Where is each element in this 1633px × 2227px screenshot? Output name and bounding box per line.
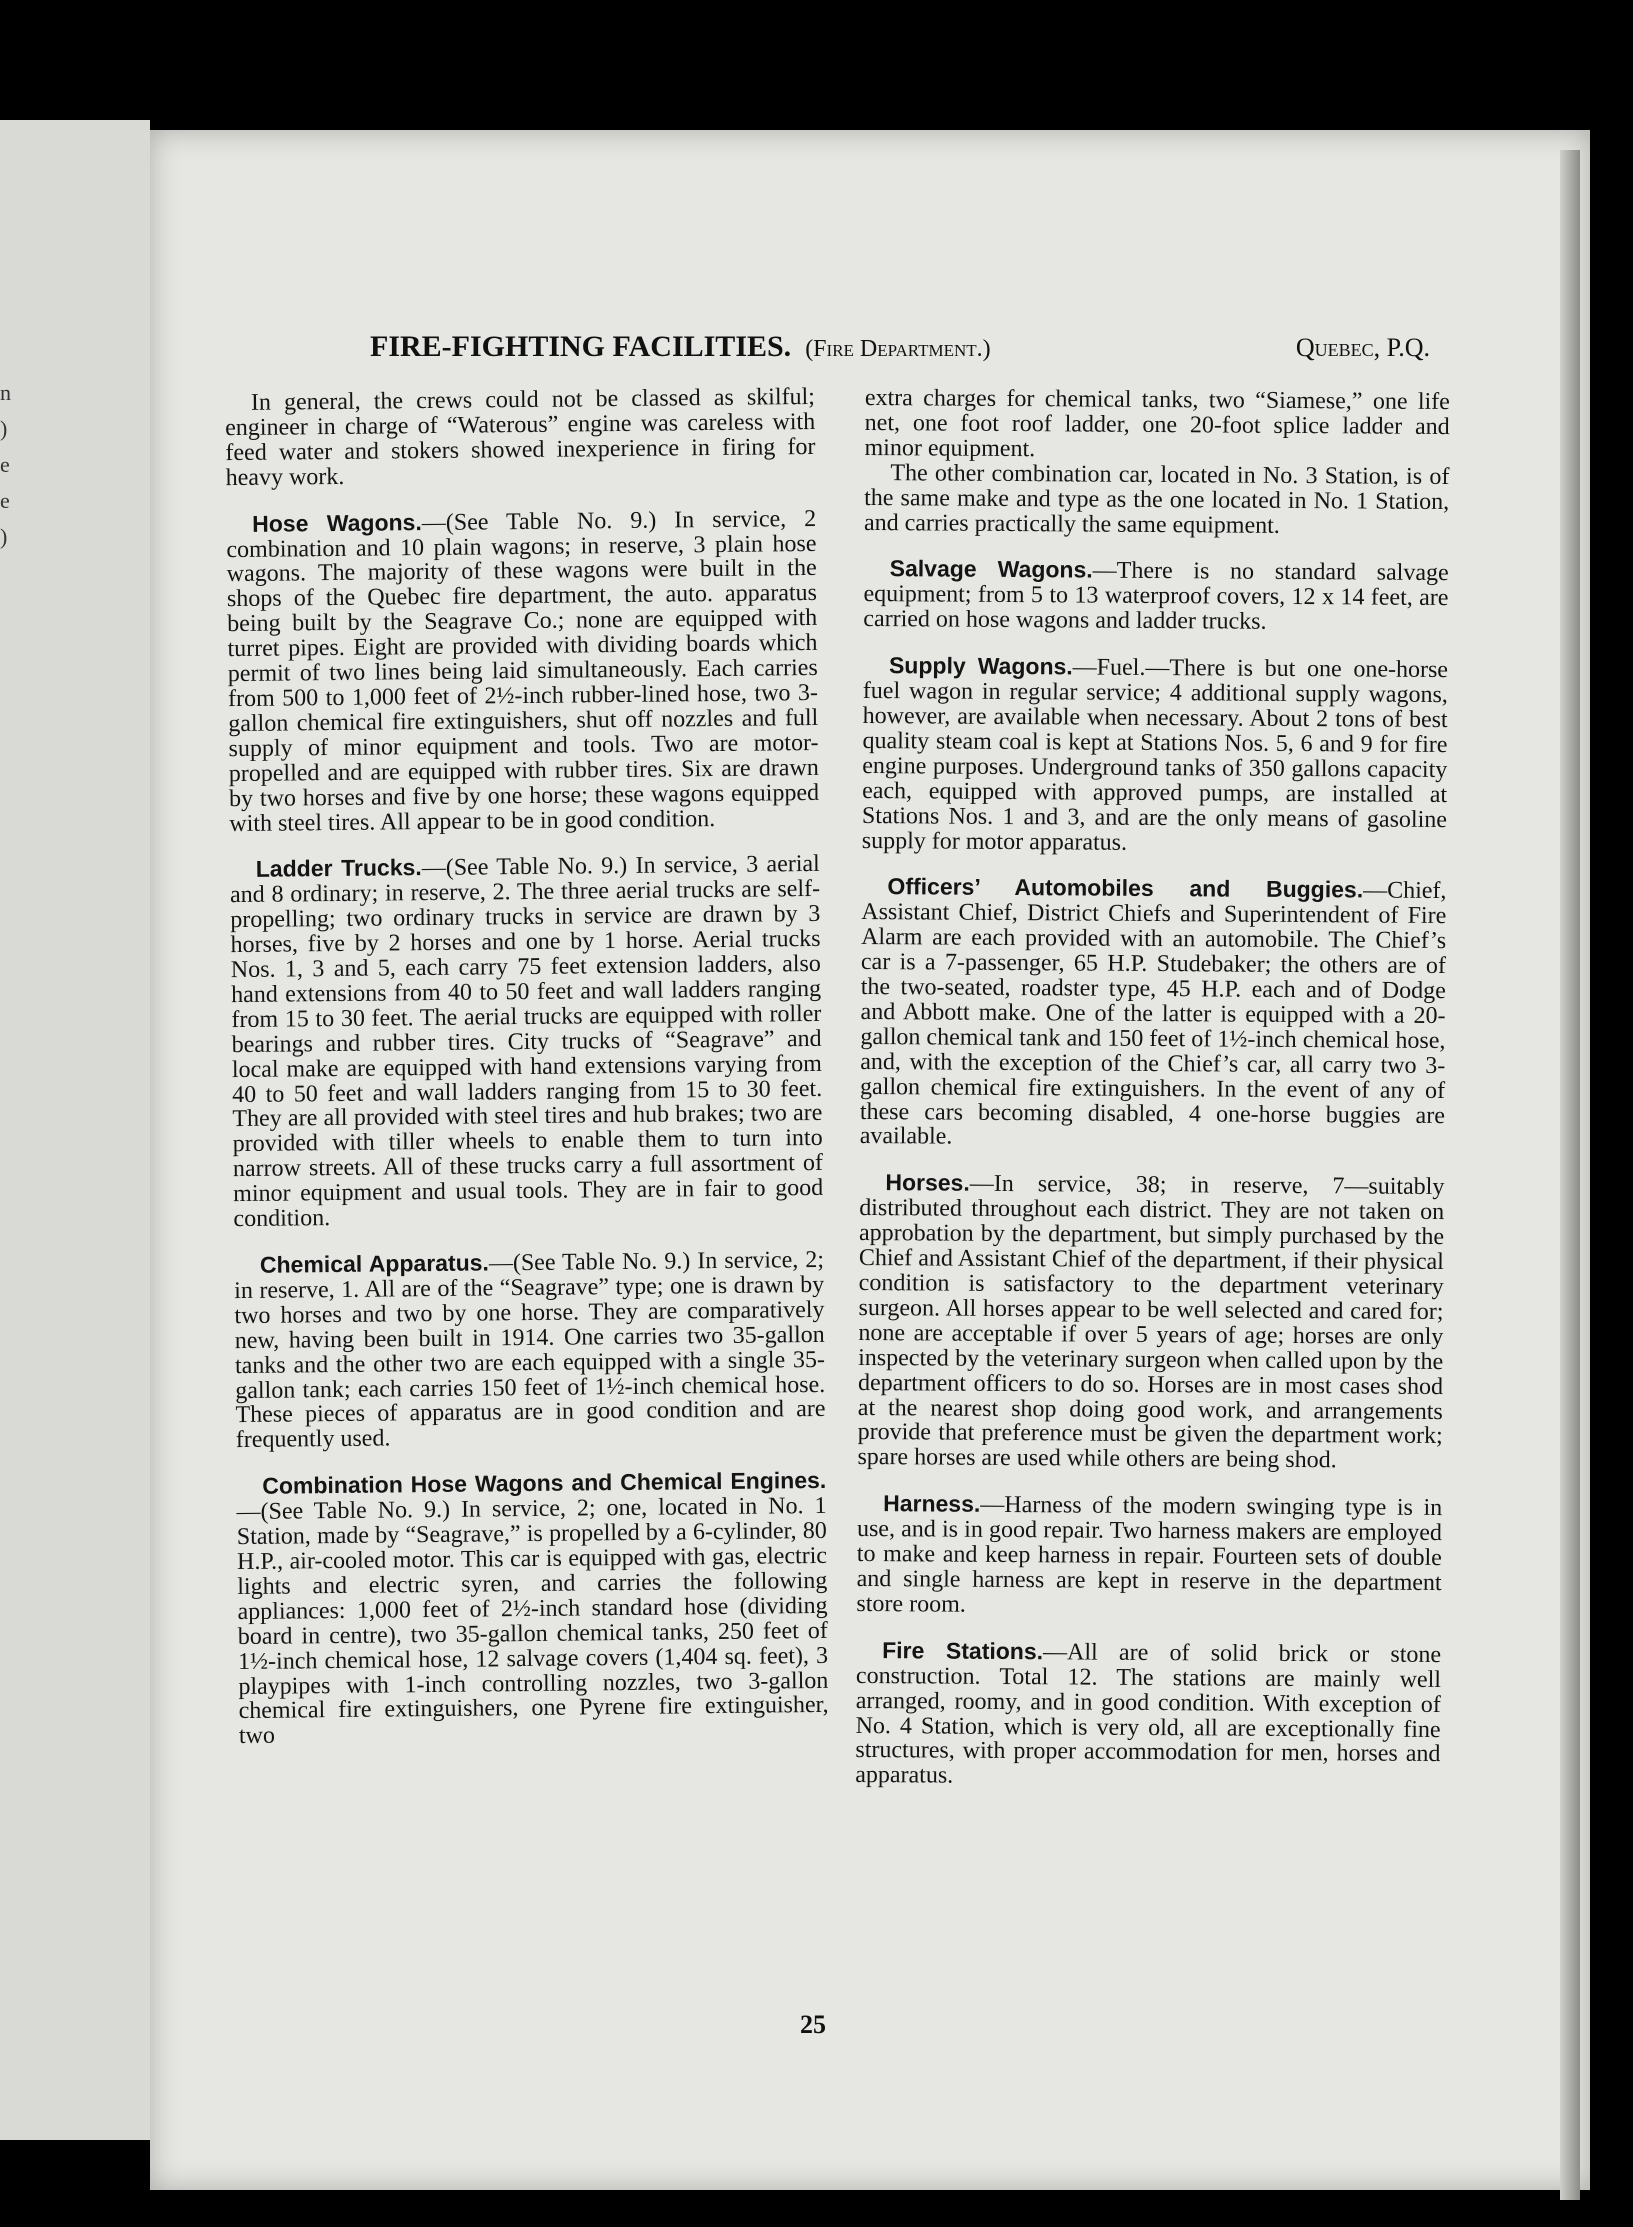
paragraph-text: —(See Table No. 9.) In service, 2; one, located in No. 1 Station, made by “Seagrave,” is propelled by a 6-cylinder, 80 H.P., air-cooled motor. This car is equipped with gas, electric lights and electric syren, and carries the following appliances: 1,000 feet of 2½-inch standard hose (dividing board in centre), two 35-gallon chemical tanks, 250 feet of 1½-inch chemical hose, 12 salvage covers (1,404 sq. feet), 3 playpipes with 1-inch controlling nozzles, two 3-gallon chemical fire extinguishers, one Pyrene fire extinguisher, two xyxy=(236,1493,829,1750)
paragraph-text: —In service, 38; in reserve, 7—suitably distributed throughout each district. They are not taken on approbation by the department, but simply purchased by the Chief and Assistant Chief of the department, if their physical condition is satisfactory to the department veterinary surgeon. All horses appear to be well selected and cared for; none are acceptable if over 5 years of age; horses are only inspected by the veterinary surgeon when called upon by the department officers to do so. Horses are in most cases shod at the nearest shop doing good work, and arrangements provide that preference must be given the department work; spare horses are used while others are being shod. xyxy=(857,1171,1445,1474)
paragraph-text: —(See Table No. 9.) In service, 2; in reserve, 1. All are of the “Seagrave” type; one is drawn by two horses and two by one horse. They are comparatively new, having been built in 1914. One carries two 35-gallon tanks and the other two are each equipped with a single 35-gallon tank; each carries 150 feet of 1½-inch chemical hose. These pieces of apparatus are in good condition and are frequently used. xyxy=(234,1246,826,1454)
right-column xyxy=(855,386,1450,1813)
facing-page-edge xyxy=(0,120,150,2140)
paragraph xyxy=(864,461,1450,540)
paragraph-text: —Harness of the modern swinging type is in use, and is in good repair. Two harness makers are employed to make and keep harness in repair. Fourteen sets of double and single harness are kept in reserve in the department store room. xyxy=(856,1492,1443,1618)
paragraph-text: —(See Table No. 9.) In service, 3 aerial and 8 ordinary; in reserve, 2. The three aerial trucks are self-propelling; two ordinary trucks in service are drawn by 3 horses, five by 2 horses and one by 1 horse. Aerial trucks Nos. 1, 3 and 5, each carry 75 feet extension ladders, also hand extensions from 40 to 50 feet and wall ladders ranging from 15 to 30 feet. The aerial trucks are equipped with roller bearings and rubber tires. City trucks of “Seagrave” and local make are equipped with hand extensions varying from 40 to 50 feet and wall ladders ranging from 15 to 30 feet. They are all provided with steel tires and hub brakes; two are provided with tiller wheels to enable them to turn into narrow streets. All of these trucks carry a full assortment of minor equipment and usual tools. They are in fair to good condition. xyxy=(229,851,824,1233)
paragraph xyxy=(234,1247,826,1453)
paragraph-text: The other combination car, located in No. 3 Station, is of the same make and type as the one located in No. 1 Station, and carries practically the same equipment. xyxy=(863,459,1450,539)
header-location: Quebec, P.Q. xyxy=(1295,333,1430,362)
running-header xyxy=(370,330,1430,364)
paragraph-text: extra charges for chemical tanks, two “Siamese,” one life net, one foot roof ladder, one 20-foot splice ladder and minor equipment. xyxy=(864,384,1450,462)
section-heading: Hose Wagons. xyxy=(252,508,422,537)
header-title: FIRE-FIGHTING FACILITIES. xyxy=(370,330,792,363)
page-edge-shadow xyxy=(1560,150,1580,2200)
paragraph xyxy=(226,506,819,837)
paragraph xyxy=(863,556,1449,636)
paragraph xyxy=(856,1491,1442,1621)
paragraph-text: —There is no standard salvage equipment; from 5 to 13 waterproof covers, 12 x 14 feet, are carried on hose wagons and ladder trucks. xyxy=(863,558,1449,636)
section-heading: Supply Wagons. xyxy=(888,652,1073,680)
paragraph-text: —(See Table No. 9.) In service, 2 combination and 10 plain wagons; in reserve, 3 plain hose wagons. The majority of these wagons were built in the shops of the Quebec fire department, the auto. apparatus being built by the Seagrave Co.; none are equipped with turret pipes. Eight are provided with dividing boards which permit of two lines being laid simultaneously. Each carries from 500 to 1,000 feet of 2½-inch rubber-lined hose, two 3-gallon chemical fire extinguishers, shut off nozzles and full supply of minor equipment and tools. Two are motor-propelled and are equipped with rubber tires. Six are drawn by two horses and five by one horse; these wagons equipped with steel tires. All appear to be in good condition. xyxy=(226,505,820,837)
paragraph xyxy=(857,1170,1444,1474)
paragraph xyxy=(236,1468,829,1749)
paragraph-text: —Fuel.—There is but one one-horse fuel wagon in regular service; 4 additional supply wagons, however, are available when necessary. About 2 tons of best quality steam coal is kept at Stations Nos. 5, 6 and 9 for fire engine purposes. Underground tanks of 350 gallons capacity each, equipped with approved pumps, are installed at Stations Nos. 1 and 3, and are the only means of gasoline supply for motor apparatus. xyxy=(861,654,1449,856)
paragraph-text: —Chief, Assistant Chief, District Chiefs and Superintendent of Fire Alarm are each provided with an automobile. The Chief’s car is a 7-passenger, 65 H.P. Studebaker; the others are of the two-seated, roadster type, 45 H.P. each and of Dodge and Abbott make. One of the latter is equipped with a 20-gallon chemical tank and 150 feet of 1½-inch chemical hose, and, with the exception of the Chief’s car, all carry two 3-gallon chemical fire extinguishers. In the event of any of these cars becoming disabled, 4 one-horse buggies are available. xyxy=(859,877,1447,1151)
section-heading: Combination Hose Wagons and Chemical Engines. xyxy=(262,1467,827,1500)
section-heading: Fire Stations. xyxy=(882,1636,1044,1665)
left-column xyxy=(225,385,829,1770)
section-heading: Chemical Apparatus. xyxy=(259,1249,490,1278)
page-number: 25 xyxy=(800,2010,826,2039)
paragraph xyxy=(862,653,1448,857)
paragraph-text: —All are of solid brick or stone construction. Total 12. The stations are mainly well arranged, roomy, and in good condition. With exception of No. 4 Station, which is very old, all are exceptionally fine structures, with proper accommodation for men, horses and apparatus. xyxy=(855,1639,1442,1789)
paragraph xyxy=(860,874,1447,1153)
section-heading: Ladder Trucks. xyxy=(255,854,422,883)
paragraph-text: In general, the crews could not be classed as skilful; engineer in charge of “Waterous” engine was careless with feed water and stokers showed inexperience in firing for heavy work. xyxy=(225,383,816,491)
paragraph xyxy=(225,385,816,491)
header-department: (Fire Department.) xyxy=(805,336,991,362)
section-heading: Officers’ Automobiles and Buggies. xyxy=(887,873,1364,903)
paragraph xyxy=(855,1638,1441,1793)
section-heading: Horses. xyxy=(885,1169,970,1197)
section-heading: Harness. xyxy=(883,1490,981,1518)
section-heading: Salvage Wagons. xyxy=(889,555,1093,584)
header-title-group xyxy=(370,330,991,364)
paragraph xyxy=(864,386,1450,465)
paragraph xyxy=(230,851,824,1232)
facing-page-fragments: n ) e e ) xyxy=(0,380,11,549)
